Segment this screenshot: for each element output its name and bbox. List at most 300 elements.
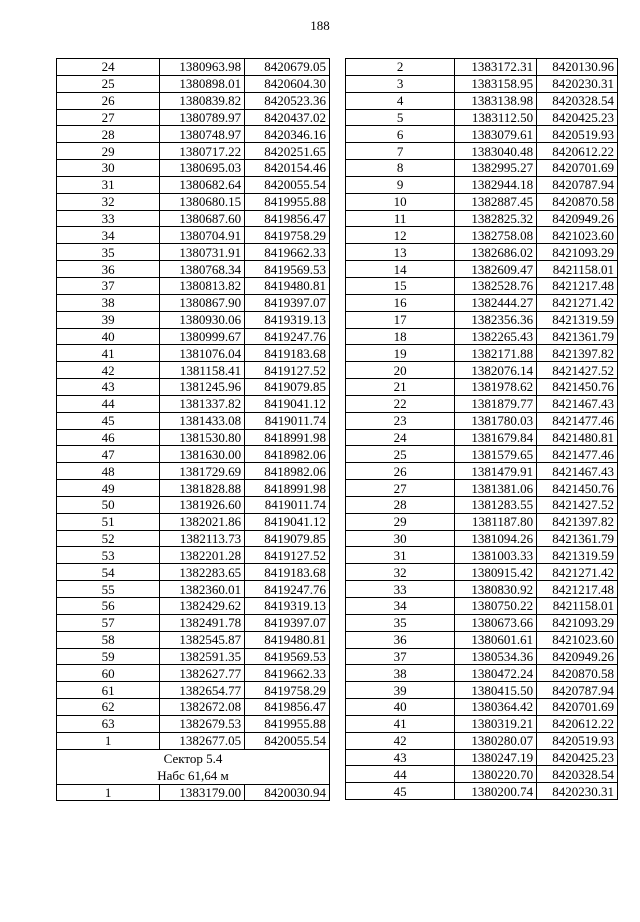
coordinate-x: 1381579.65 — [455, 446, 537, 463]
coordinate-x: 1382609.47 — [455, 261, 537, 278]
point-number: 47 — [57, 446, 160, 463]
coordinate-y: 8420130.96 — [537, 59, 618, 76]
table-row — [57, 328, 330, 345]
coordinate-x: 1380319.21 — [455, 715, 537, 732]
coordinate-x: 1382076.14 — [455, 362, 537, 379]
coordinate-x: 1380704.91 — [160, 227, 245, 244]
table-row — [57, 715, 330, 732]
coordinate-x: 1380220.70 — [455, 766, 537, 783]
table-row — [57, 564, 330, 581]
point-number: 38 — [346, 665, 455, 682]
coordinate-y: 8420230.31 — [537, 75, 618, 92]
point-number: 16 — [346, 294, 455, 311]
point-number: 9 — [346, 176, 455, 193]
point-number: 60 — [57, 665, 160, 682]
coordinate-x: 1382758.08 — [455, 227, 537, 244]
left-table-sector-points — [57, 784, 330, 801]
point-number: 22 — [346, 395, 455, 412]
coordinate-y: 8421093.29 — [537, 614, 618, 631]
coordinate-x: 1380695.03 — [160, 160, 245, 177]
coordinate-x: 1382283.65 — [160, 564, 245, 581]
coordinate-x: 1382887.45 — [455, 193, 537, 210]
point-number: 41 — [346, 715, 455, 732]
coordinate-y: 8420328.54 — [537, 766, 618, 783]
point-number: 25 — [346, 446, 455, 463]
coordinate-y: 8421158.01 — [537, 261, 618, 278]
table-row — [346, 631, 618, 648]
coordinate-x: 1380915.42 — [455, 564, 537, 581]
coordinate-x: 1382677.05 — [160, 732, 245, 749]
coordinate-y: 8419011.74 — [245, 412, 330, 429]
coordinate-x: 1382265.43 — [455, 328, 537, 345]
coordinate-x: 1382679.53 — [160, 715, 245, 732]
table-row — [57, 109, 330, 126]
table-row — [57, 631, 330, 648]
coordinate-x: 1382545.87 — [160, 631, 245, 648]
point-number: 33 — [346, 581, 455, 598]
point-number: 29 — [346, 513, 455, 530]
point-number: 32 — [57, 193, 160, 210]
coordinate-x: 1383158.95 — [455, 75, 537, 92]
coordinate-x: 1380999.67 — [160, 328, 245, 345]
table-row — [346, 648, 618, 665]
coordinate-y: 8421397.82 — [537, 345, 618, 362]
coordinate-x: 1380415.50 — [455, 682, 537, 699]
table-row — [346, 446, 618, 463]
point-number: 27 — [346, 480, 455, 497]
coordinate-y: 8419183.68 — [245, 564, 330, 581]
table-row — [57, 277, 330, 294]
coordinate-y: 8419758.29 — [245, 682, 330, 699]
coordinate-y: 8421477.46 — [537, 446, 618, 463]
table-row — [57, 530, 330, 547]
point-number: 32 — [346, 564, 455, 581]
coordinate-y: 8421319.59 — [537, 311, 618, 328]
coordinate-y: 8420437.02 — [245, 109, 330, 126]
coordinate-x: 1380687.60 — [160, 210, 245, 227]
table-row — [57, 412, 330, 429]
coordinate-x: 1381076.04 — [160, 345, 245, 362]
point-number: 15 — [346, 277, 455, 294]
coordinate-y: 8420425.23 — [537, 109, 618, 126]
coordinate-x: 1380534.36 — [455, 648, 537, 665]
coordinate-y: 8421450.76 — [537, 480, 618, 497]
coordinate-x: 1381530.80 — [160, 429, 245, 446]
coordinate-x: 1382825.32 — [455, 210, 537, 227]
coordinate-x: 1382995.27 — [455, 160, 537, 177]
coordinate-y: 8420523.36 — [245, 92, 330, 109]
coordinate-x: 1382491.78 — [160, 614, 245, 631]
sector-title: Сектор 5.4 — [163, 750, 223, 766]
table-row — [346, 362, 618, 379]
table-row — [57, 513, 330, 530]
point-number: 49 — [57, 480, 160, 497]
coordinate-y: 8419127.52 — [245, 547, 330, 564]
table-row — [57, 345, 330, 362]
coordinate-x: 1380680.15 — [160, 193, 245, 210]
coordinate-x: 1380717.22 — [160, 143, 245, 160]
coordinate-x: 1380731.91 — [160, 244, 245, 261]
coordinate-y: 8421361.79 — [537, 530, 618, 547]
point-number: 52 — [57, 530, 160, 547]
coordinate-y: 8421480.81 — [537, 429, 618, 446]
coordinate-x: 1380280.07 — [455, 732, 537, 749]
point-number: 36 — [57, 261, 160, 278]
point-number: 36 — [346, 631, 455, 648]
coordinate-y: 8421467.43 — [537, 395, 618, 412]
coordinate-y: 8421271.42 — [537, 564, 618, 581]
table-row — [57, 294, 330, 311]
point-number: 13 — [346, 244, 455, 261]
table-row — [57, 665, 330, 682]
coordinate-x: 1381978.62 — [455, 379, 537, 396]
coordinate-y: 8420949.26 — [537, 648, 618, 665]
point-number: 30 — [57, 160, 160, 177]
coordinate-x: 1380750.22 — [455, 598, 537, 615]
coordinate-y: 8420787.94 — [537, 682, 618, 699]
table-row — [57, 648, 330, 665]
point-number: 26 — [57, 92, 160, 109]
coordinate-x: 1381187.80 — [455, 513, 537, 530]
coordinate-y: 8421427.52 — [537, 496, 618, 513]
point-number: 51 — [57, 513, 160, 530]
coordinate-y: 8421217.48 — [537, 277, 618, 294]
coordinate-x: 1380364.42 — [455, 699, 537, 716]
point-number: 5 — [346, 109, 455, 126]
coordinate-x: 1383179.00 — [160, 784, 245, 801]
coordinate-x: 1381679.84 — [455, 429, 537, 446]
point-number: 62 — [57, 699, 160, 716]
coordinate-y: 8420679.05 — [245, 59, 330, 76]
coordinate-y: 8420519.93 — [537, 732, 618, 749]
coordinate-y: 8419480.81 — [245, 277, 330, 294]
table-row — [57, 126, 330, 143]
coordinate-y: 8419127.52 — [245, 362, 330, 379]
table-row — [346, 75, 618, 92]
coordinate-y: 8419247.76 — [245, 328, 330, 345]
coordinate-x: 1381780.03 — [455, 412, 537, 429]
point-number: 8 — [346, 160, 455, 177]
coordinate-y: 8419955.88 — [245, 193, 330, 210]
table-row — [57, 581, 330, 598]
table-row — [346, 210, 618, 227]
table-row — [57, 496, 330, 513]
point-number: 35 — [57, 244, 160, 261]
point-number: 35 — [346, 614, 455, 631]
coordinate-y: 8419247.76 — [245, 581, 330, 598]
coordinate-x: 1381729.69 — [160, 463, 245, 480]
point-number: 39 — [57, 311, 160, 328]
point-number: 26 — [346, 463, 455, 480]
table-row — [346, 244, 618, 261]
coordinate-y: 8419662.33 — [245, 665, 330, 682]
coordinate-y: 8419041.12 — [245, 513, 330, 530]
coordinate-y: 8419480.81 — [245, 631, 330, 648]
coordinate-x: 1380839.82 — [160, 92, 245, 109]
coordinate-y: 8419856.47 — [245, 210, 330, 227]
table-row — [346, 530, 618, 547]
table-row — [57, 682, 330, 699]
coordinate-y: 8421319.59 — [537, 547, 618, 564]
coordinate-x: 1381828.88 — [160, 480, 245, 497]
point-number: 31 — [57, 176, 160, 193]
coordinate-y: 8418982.06 — [245, 446, 330, 463]
point-number: 12 — [346, 227, 455, 244]
point-number: 54 — [57, 564, 160, 581]
table-row — [346, 547, 618, 564]
coordinate-y: 8421093.29 — [537, 244, 618, 261]
point-number: 1 — [57, 732, 160, 749]
table-row — [57, 92, 330, 109]
point-number: 19 — [346, 345, 455, 362]
table-row — [346, 496, 618, 513]
point-number: 37 — [346, 648, 455, 665]
coordinate-y: 8421467.43 — [537, 463, 618, 480]
coordinate-y: 8421023.60 — [537, 631, 618, 648]
point-number: 28 — [346, 496, 455, 513]
point-number: 56 — [57, 598, 160, 615]
point-number: 43 — [346, 749, 455, 766]
point-number: 45 — [57, 412, 160, 429]
table-row — [57, 59, 330, 76]
coordinate-x: 1381158.41 — [160, 362, 245, 379]
coordinate-x: 1380789.97 — [160, 109, 245, 126]
table-row — [346, 564, 618, 581]
point-number: 50 — [57, 496, 160, 513]
point-number: 24 — [346, 429, 455, 446]
coordinates-table-left — [56, 58, 330, 801]
coordinate-y: 8420055.54 — [245, 732, 330, 749]
sector-header-row — [57, 749, 330, 784]
table-row — [346, 614, 618, 631]
coordinate-y: 8420701.69 — [537, 699, 618, 716]
coordinate-x: 1380748.97 — [160, 126, 245, 143]
table-row — [57, 362, 330, 379]
table-row — [346, 227, 618, 244]
coordinate-y: 8419397.07 — [245, 614, 330, 631]
coordinate-y: 8419183.68 — [245, 345, 330, 362]
coordinate-x: 1382654.77 — [160, 682, 245, 699]
point-number: 29 — [57, 143, 160, 160]
coordinate-x: 1383138.98 — [455, 92, 537, 109]
coordinate-y: 8421023.60 — [537, 227, 618, 244]
coordinate-y: 8419041.12 — [245, 395, 330, 412]
coordinate-y: 8421477.46 — [537, 412, 618, 429]
table-row — [346, 160, 618, 177]
coordinate-y: 8419955.88 — [245, 715, 330, 732]
point-number: 2 — [346, 59, 455, 76]
coordinate-x: 1383172.31 — [455, 59, 537, 76]
table-row — [346, 732, 618, 749]
point-number: 33 — [57, 210, 160, 227]
table-row — [57, 784, 330, 801]
point-number: 21 — [346, 379, 455, 396]
point-number: 20 — [346, 362, 455, 379]
table-row — [57, 463, 330, 480]
table-row — [57, 699, 330, 716]
coordinate-y: 8420251.65 — [245, 143, 330, 160]
coordinate-y: 8419079.85 — [245, 530, 330, 547]
table-row — [346, 109, 618, 126]
point-number: 40 — [57, 328, 160, 345]
table-row — [346, 277, 618, 294]
point-number: 59 — [57, 648, 160, 665]
table-row — [346, 463, 618, 480]
table-row — [57, 193, 330, 210]
point-number: 46 — [57, 429, 160, 446]
table-row — [346, 59, 618, 76]
table-row — [57, 614, 330, 631]
table-row — [346, 92, 618, 109]
coordinate-y: 8421361.79 — [537, 328, 618, 345]
coordinate-x: 1382672.08 — [160, 699, 245, 716]
coordinate-x: 1380682.64 — [160, 176, 245, 193]
table-row — [57, 75, 330, 92]
coordinate-y: 8420030.94 — [245, 784, 330, 801]
table-row — [57, 395, 330, 412]
sector-header-cell — [57, 749, 330, 784]
coordinate-y: 8420604.30 — [245, 75, 330, 92]
left-table-points — [57, 59, 330, 750]
point-number: 14 — [346, 261, 455, 278]
coordinate-x: 1382627.77 — [160, 665, 245, 682]
coordinate-x: 1380898.01 — [160, 75, 245, 92]
point-number: 31 — [346, 547, 455, 564]
coordinate-x: 1381337.82 — [160, 395, 245, 412]
coordinate-y: 8419319.13 — [245, 598, 330, 615]
point-number: 18 — [346, 328, 455, 345]
coordinate-x: 1382171.88 — [455, 345, 537, 362]
table-row — [346, 749, 618, 766]
coordinate-y: 8419397.07 — [245, 294, 330, 311]
coordinate-y: 8420870.58 — [537, 193, 618, 210]
table-row — [346, 682, 618, 699]
coordinate-x: 1383079.61 — [455, 126, 537, 143]
point-number: 7 — [346, 143, 455, 160]
table-row — [57, 160, 330, 177]
point-number: 44 — [346, 766, 455, 783]
coordinate-y: 8421158.01 — [537, 598, 618, 615]
table-row — [346, 665, 618, 682]
point-number: 34 — [57, 227, 160, 244]
coordinate-y: 8420055.54 — [245, 176, 330, 193]
table-row — [57, 446, 330, 463]
table-row — [346, 193, 618, 210]
point-number: 53 — [57, 547, 160, 564]
coordinate-x: 1381433.08 — [160, 412, 245, 429]
coordinate-y: 8421427.52 — [537, 362, 618, 379]
table-row — [346, 699, 618, 716]
table-row — [57, 210, 330, 227]
table-row — [57, 227, 330, 244]
coordinate-y: 8418991.98 — [245, 480, 330, 497]
coordinate-x: 1382686.02 — [455, 244, 537, 261]
coordinate-x: 1382528.76 — [455, 277, 537, 294]
coordinate-x: 1382113.73 — [160, 530, 245, 547]
coordinates-table-right — [345, 58, 618, 800]
coordinate-x: 1382591.35 — [160, 648, 245, 665]
coordinate-y: 8419319.13 — [245, 311, 330, 328]
point-number: 10 — [346, 193, 455, 210]
coordinate-x: 1381479.91 — [455, 463, 537, 480]
coordinate-x: 1380247.19 — [455, 749, 537, 766]
coordinate-x: 1380601.61 — [455, 631, 537, 648]
coordinate-x: 1381879.77 — [455, 395, 537, 412]
point-number: 11 — [346, 210, 455, 227]
coordinate-y: 8419011.74 — [245, 496, 330, 513]
coordinate-y: 8418982.06 — [245, 463, 330, 480]
coordinate-x: 1380930.06 — [160, 311, 245, 328]
table-row — [57, 261, 330, 278]
point-number: 6 — [346, 126, 455, 143]
coordinate-y: 8419569.53 — [245, 261, 330, 278]
coordinate-y: 8420612.22 — [537, 715, 618, 732]
point-number: 30 — [346, 530, 455, 547]
table-row — [346, 715, 618, 732]
table-row — [346, 598, 618, 615]
table-row — [346, 412, 618, 429]
table-row — [346, 766, 618, 783]
table-row — [57, 379, 330, 396]
coordinate-x: 1380472.24 — [455, 665, 537, 682]
point-number: 24 — [57, 59, 160, 76]
table-row — [346, 513, 618, 530]
point-number: 45 — [346, 783, 455, 800]
point-number: 25 — [57, 75, 160, 92]
table-row — [57, 480, 330, 497]
coordinate-y: 8421397.82 — [537, 513, 618, 530]
coordinate-x: 1380673.66 — [455, 614, 537, 631]
coordinate-y: 8420519.93 — [537, 126, 618, 143]
coordinate-x: 1381630.00 — [160, 446, 245, 463]
point-number: 27 — [57, 109, 160, 126]
point-number: 57 — [57, 614, 160, 631]
coordinate-x: 1380830.92 — [455, 581, 537, 598]
coordinate-x: 1382021.86 — [160, 513, 245, 530]
point-number: 42 — [57, 362, 160, 379]
coordinate-x: 1381245.96 — [160, 379, 245, 396]
coordinate-y: 8419569.53 — [245, 648, 330, 665]
table-row — [346, 311, 618, 328]
table-row — [346, 261, 618, 278]
table-row — [346, 143, 618, 160]
coordinate-y: 8421217.48 — [537, 581, 618, 598]
point-number: 3 — [346, 75, 455, 92]
table-row — [346, 345, 618, 362]
point-number: 42 — [346, 732, 455, 749]
right-table-points — [346, 59, 618, 800]
coordinate-y: 8420230.31 — [537, 783, 618, 800]
table-row — [346, 328, 618, 345]
coordinate-x: 1380200.74 — [455, 783, 537, 800]
table-row — [57, 598, 330, 615]
sector-header — [57, 749, 330, 784]
table-row — [346, 480, 618, 497]
coordinate-y: 8420701.69 — [537, 160, 618, 177]
sector-height: Набс 61,64 м — [157, 767, 229, 783]
coordinate-x: 1382429.62 — [160, 598, 245, 615]
coordinate-y: 8420425.23 — [537, 749, 618, 766]
point-number: 4 — [346, 92, 455, 109]
point-number: 55 — [57, 581, 160, 598]
point-number: 37 — [57, 277, 160, 294]
point-number: 39 — [346, 682, 455, 699]
point-number: 48 — [57, 463, 160, 480]
coordinate-y: 8418991.98 — [245, 429, 330, 446]
table-row — [346, 294, 618, 311]
point-number: 17 — [346, 311, 455, 328]
point-number: 58 — [57, 631, 160, 648]
